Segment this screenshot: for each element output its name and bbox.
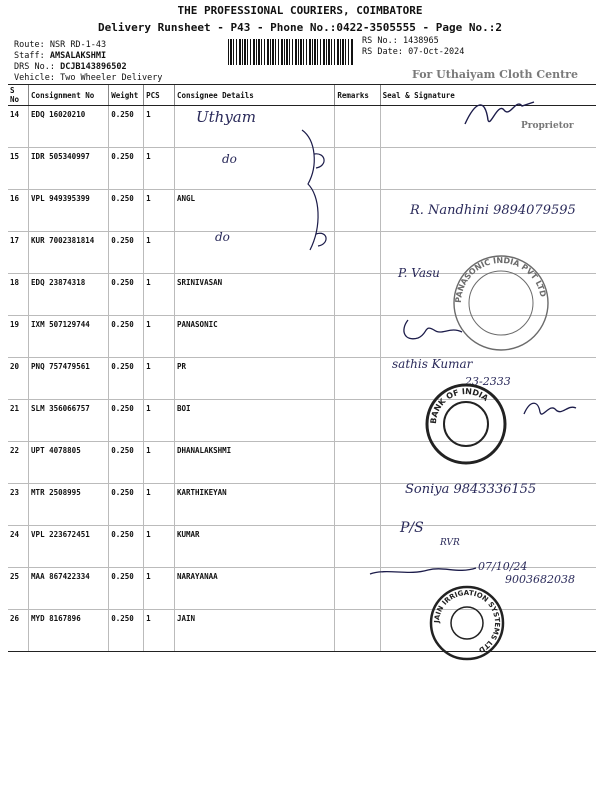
- staff-line: [14, 51, 106, 62]
- row-sno: 15: [8, 148, 29, 190]
- svg-text:JAIN IRRIGATION SYSTEMS LTD: [433, 589, 501, 654]
- row-consignee-name: JAIN: [174, 610, 334, 652]
- row-remarks: [335, 316, 380, 358]
- row-consignment-no: IDR 505340997: [29, 148, 109, 190]
- row-weight: 0.250: [109, 484, 144, 526]
- row-pcs: 1: [144, 484, 175, 526]
- row-pcs: 1: [144, 106, 175, 148]
- row-pcs: 1: [144, 274, 175, 316]
- signature-row-19: [398, 316, 468, 346]
- vehicle-line: [14, 73, 162, 84]
- row-pcs: 1: [144, 610, 175, 652]
- rs-no-label: RS No.:: [362, 36, 398, 46]
- col-header-weight: Weight: [109, 85, 144, 106]
- row-sno: 14: [8, 106, 29, 148]
- row-remarks: [335, 274, 380, 316]
- row-sno: 23: [8, 484, 29, 526]
- row-remarks: [335, 148, 380, 190]
- signature-row-24: P/S: [400, 520, 424, 536]
- row-remarks: [335, 484, 380, 526]
- signature-row-20: sathis Kumar: [392, 357, 473, 371]
- row-pcs: 1: [144, 526, 175, 568]
- panasonic-seal-text: PANASONIC INDIA PVT LTD: [453, 255, 548, 304]
- row-consignee-name: KUMAR: [174, 526, 334, 568]
- row-remarks: [335, 190, 380, 232]
- proprietor-text: Proprietor: [521, 121, 574, 131]
- row-pcs: 1: [144, 232, 175, 274]
- row-remarks: [335, 400, 380, 442]
- row-sno: 18: [8, 274, 29, 316]
- row-pcs: 1: [144, 358, 175, 400]
- boi-seal-text: BANK OF INDIA: [428, 386, 490, 425]
- row-consignee-name: KARTHIKEYAN: [174, 484, 334, 526]
- number-row-21: 23-2333: [465, 375, 511, 388]
- svg-text:PANASONIC INDIA PVT LTD: [454, 256, 548, 303]
- route-value: NSR RD-1-43: [49, 40, 107, 50]
- drs-label: DRS No.:: [14, 62, 55, 72]
- row-consignee-name: NARAYANAA: [174, 568, 334, 610]
- drs-line: [14, 62, 127, 73]
- row-remarks: [335, 358, 380, 400]
- row-consignee-name: BOI: [174, 400, 334, 442]
- row-weight: 0.250: [109, 316, 144, 358]
- ditto-bracket-mark: [298, 126, 338, 256]
- row-sno: 20: [8, 358, 29, 400]
- row-remarks: [335, 610, 380, 652]
- vehicle-label: Vehicle:: [14, 73, 55, 83]
- row-remarks: [335, 232, 380, 274]
- row-consignee-name: ANGL: [174, 190, 334, 232]
- row-remarks: [335, 442, 380, 484]
- handwritten-name-row-14: Uthyam: [196, 108, 256, 126]
- rs-no-line: [362, 36, 439, 47]
- signature-row-21: [520, 394, 580, 424]
- phone-row-25: 9003682038: [505, 573, 575, 586]
- row-consignment-no: SLM 356066757: [29, 400, 109, 442]
- row-pcs: 1: [144, 190, 175, 232]
- table-row: [8, 610, 596, 652]
- row-consignee-name: DHANALAKSHMI: [174, 442, 334, 484]
- boi-seal: [424, 382, 508, 466]
- row-weight: 0.250: [109, 568, 144, 610]
- row-pcs: 1: [144, 400, 175, 442]
- row-weight: 0.250: [109, 526, 144, 568]
- runsheet-title: Delivery Runsheet - P43 - Phone No.:0422-3505555 - Page No.:2: [98, 21, 502, 34]
- row-consignee-name: PANASONIC: [174, 316, 334, 358]
- row-sno: 26: [8, 610, 29, 652]
- row-weight: 0.250: [109, 358, 144, 400]
- row-remarks: [335, 106, 380, 148]
- row-consignment-no: KUR 7002381814: [29, 232, 109, 274]
- signature-row-14: [460, 92, 540, 132]
- row-pcs: 1: [144, 442, 175, 484]
- row-consignment-no: EDQ 16020210: [29, 106, 109, 148]
- ditto-row-15: do: [222, 152, 237, 166]
- staff-value: AMSALAKSHMI: [49, 51, 107, 61]
- row-consignment-no: VPL 949395399: [29, 190, 109, 232]
- col-header-pcs: PCS: [144, 85, 175, 106]
- svg-text:BANK OF INDIA: [429, 387, 491, 424]
- barcode: [228, 39, 354, 65]
- signature-sub-row-24: RVR: [440, 538, 460, 548]
- row-weight: 0.250: [109, 400, 144, 442]
- drs-value: DCJB143896502: [60, 62, 127, 72]
- row-pcs: 1: [144, 568, 175, 610]
- signature-row-25: [368, 558, 478, 582]
- vehicle-value: Two Wheeler Delivery: [60, 73, 163, 83]
- row-consignment-no: MYD 8167896: [29, 610, 109, 652]
- staff-label: Staff:: [14, 51, 45, 61]
- row-weight: 0.250: [109, 106, 144, 148]
- row-consignee-name: PR: [174, 358, 334, 400]
- col-header-consignment: Consignment No: [29, 85, 109, 106]
- route-label: Route:: [14, 40, 45, 50]
- rs-no-value: 1438965: [402, 36, 439, 46]
- row-sno: 24: [8, 526, 29, 568]
- company-name: THE PROFESSIONAL COURIERS, COIMBATORE: [177, 4, 423, 17]
- row-consignee-name: SRINIVASAN: [174, 274, 334, 316]
- date-row-25: 07/10/24: [478, 560, 528, 573]
- row-sno: 21: [8, 400, 29, 442]
- row-consignment-no: EDQ 23874318: [29, 274, 109, 316]
- signature-row-16: R. Nandhini 9894079595: [410, 203, 576, 218]
- row-weight: 0.250: [109, 148, 144, 190]
- shop-stamp-text: For Uthaiyam Cloth Centre: [412, 68, 578, 81]
- row-sno: 16: [8, 190, 29, 232]
- row-weight: 0.250: [109, 610, 144, 652]
- row-consignment-no: MTR 2508995: [29, 484, 109, 526]
- row-sno: 17: [8, 232, 29, 274]
- row-sno: 19: [8, 316, 29, 358]
- row-consignment-no: IXM 507129744: [29, 316, 109, 358]
- col-header-sno: S No: [8, 85, 29, 106]
- rs-date-line: [362, 47, 464, 58]
- signature-row-23: Soniya 9843336155: [405, 482, 537, 497]
- row-sno: 25: [8, 568, 29, 610]
- row-sno: 22: [8, 442, 29, 484]
- rs-date-value: 07-Oct-2024: [408, 47, 465, 57]
- jain-seal-text: JAIN IRRIGATION SYSTEMS LTD: [432, 588, 502, 655]
- col-header-signature: Seal & Signature: [380, 85, 596, 106]
- col-header-consignee: Consignee Details: [174, 85, 334, 106]
- signature-row-18: P. Vasu: [398, 266, 440, 280]
- row-consignment-no: PNQ 757479561: [29, 358, 109, 400]
- route-line: [14, 40, 106, 51]
- rs-date-label: RS Date:: [362, 47, 403, 57]
- row-seal-signature: [380, 148, 596, 190]
- col-header-remarks: Remarks: [335, 85, 380, 106]
- row-pcs: 1: [144, 316, 175, 358]
- row-weight: 0.250: [109, 442, 144, 484]
- jain-seal: [428, 584, 506, 662]
- row-pcs: 1: [144, 148, 175, 190]
- row-consignment-no: UPT 4078805: [29, 442, 109, 484]
- row-weight: 0.250: [109, 274, 144, 316]
- row-weight: 0.250: [109, 190, 144, 232]
- ditto-row-17: do: [215, 230, 230, 244]
- row-consignment-no: MAA 867422334: [29, 568, 109, 610]
- row-consignment-no: VPL 223672451: [29, 526, 109, 568]
- row-weight: 0.250: [109, 232, 144, 274]
